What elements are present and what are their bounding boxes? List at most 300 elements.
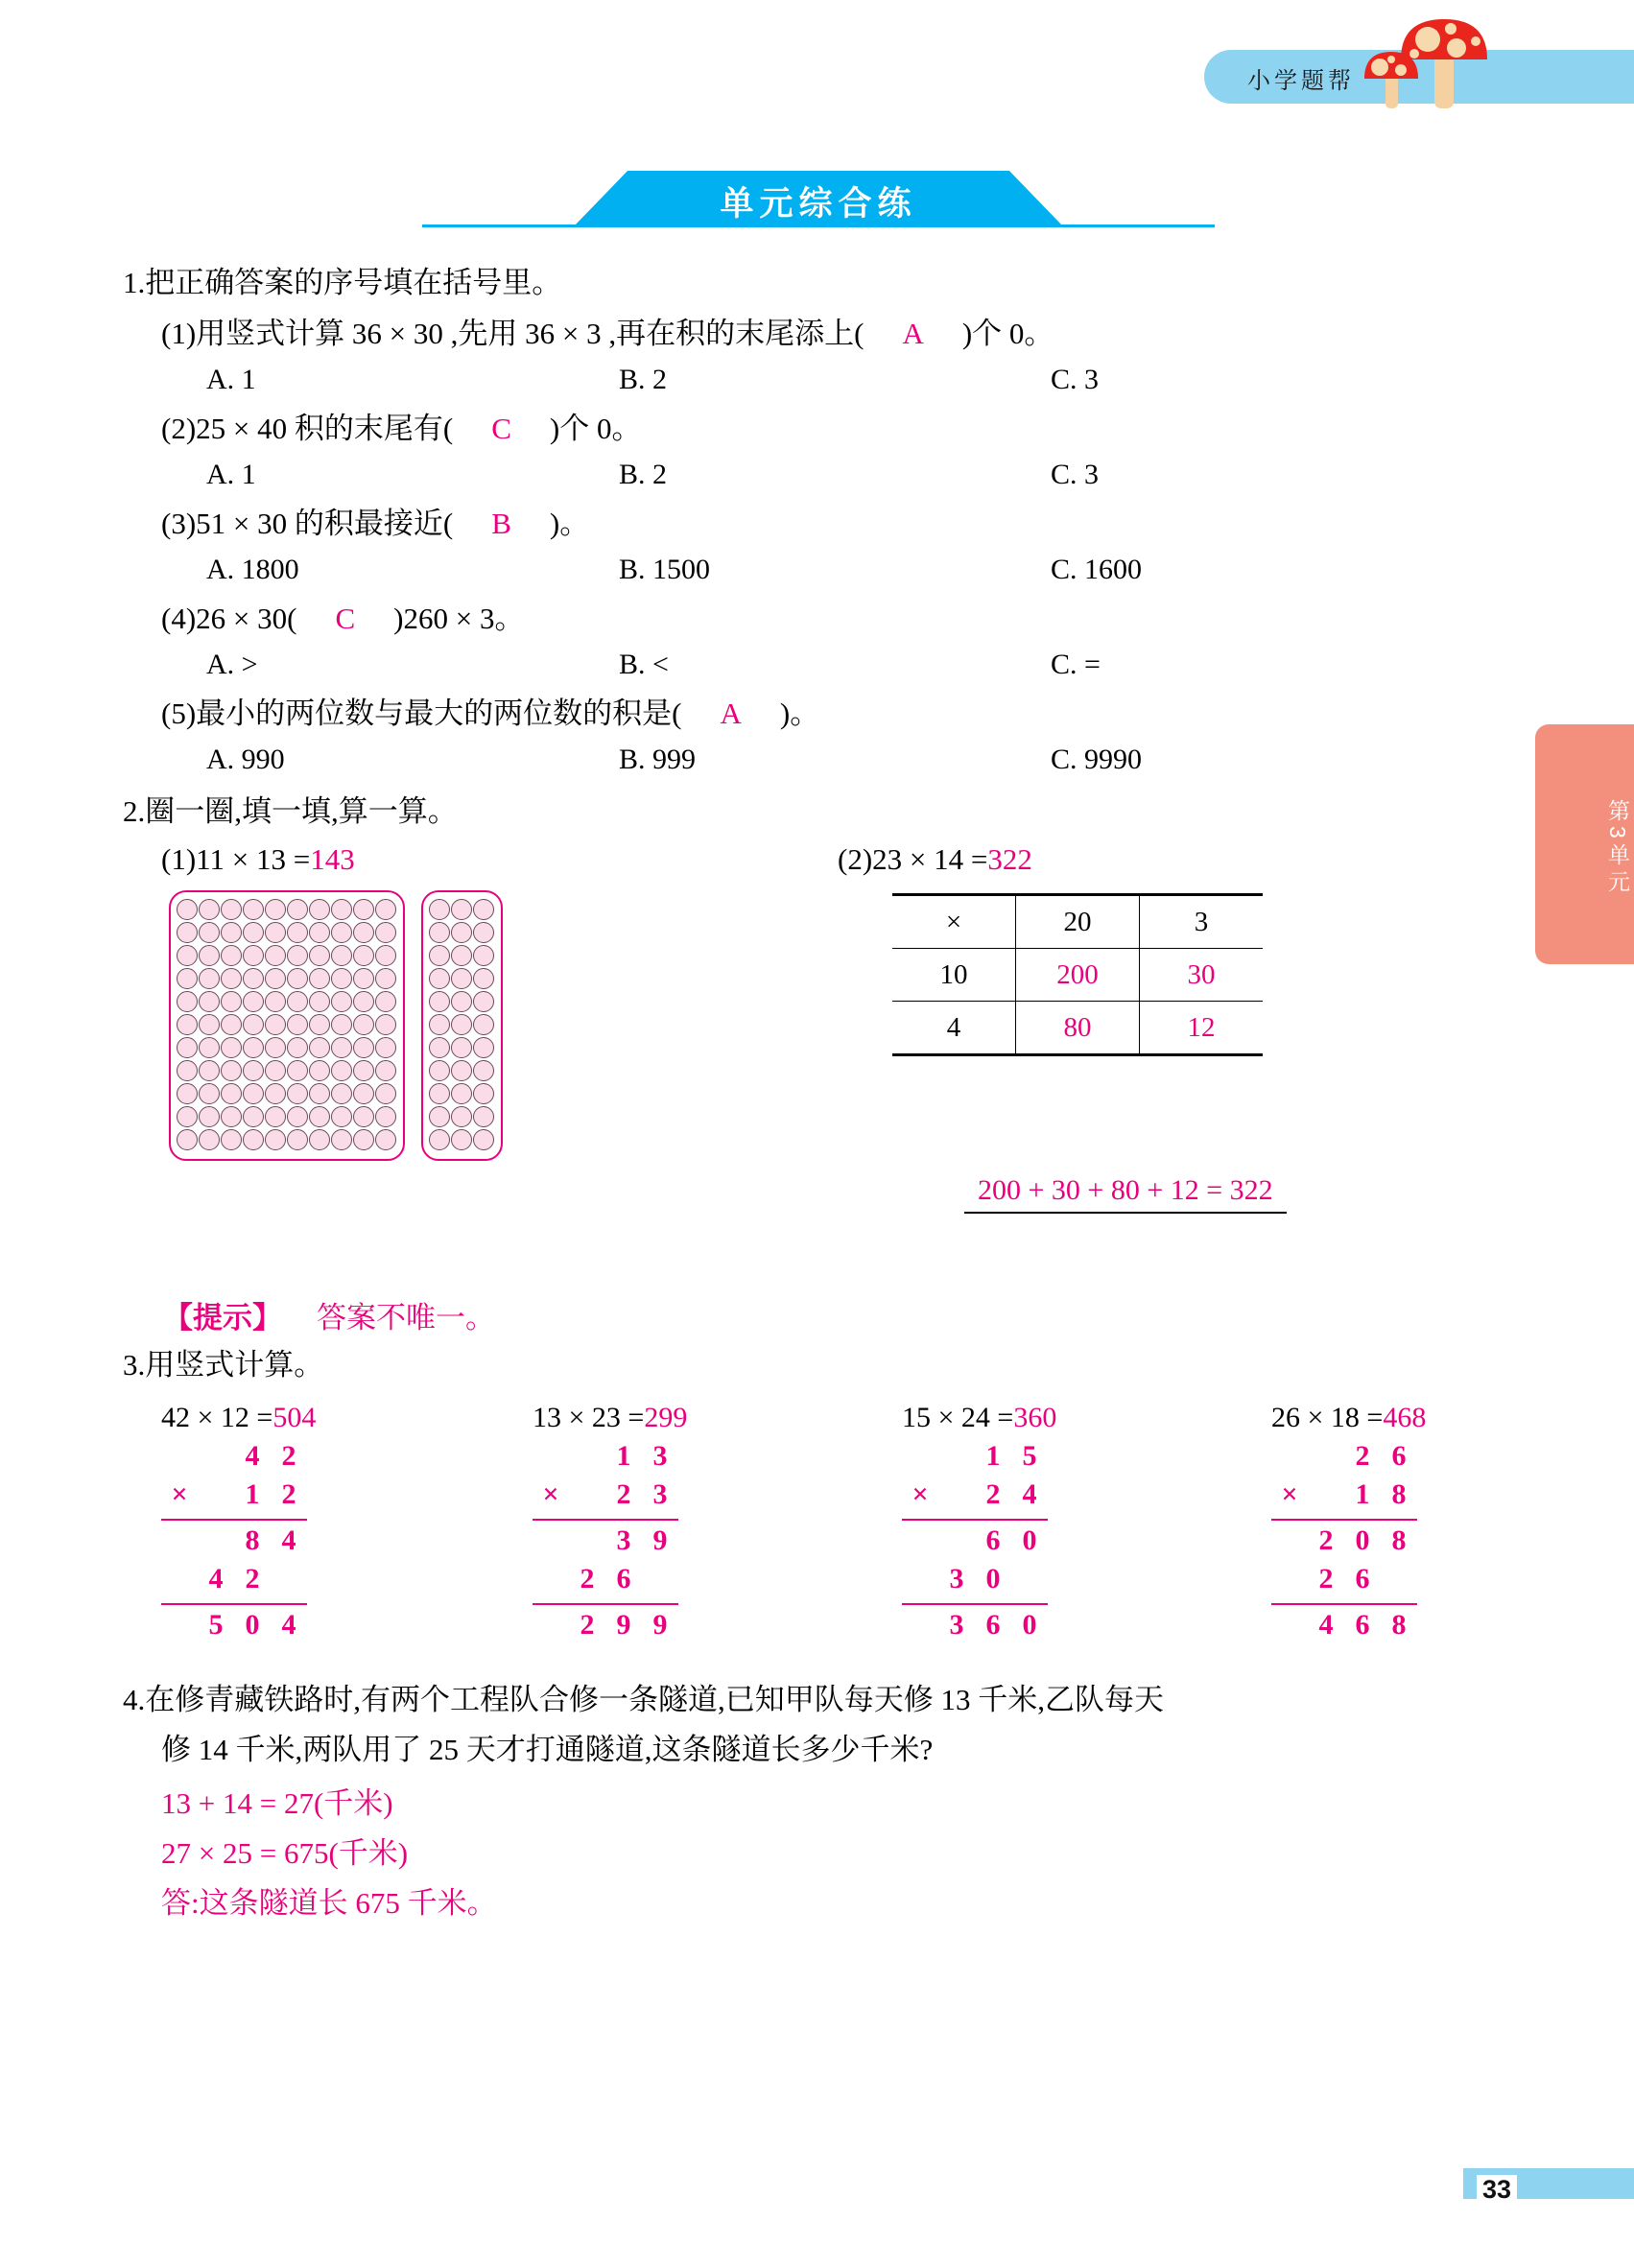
calc-digit[interactable]: 8	[1391, 1524, 1407, 1556]
q1-item-2-text-after: )个 0。	[549, 412, 642, 445]
calc-row-multiplier	[533, 1478, 678, 1517]
dot	[287, 1060, 308, 1081]
q1-item-5-choice-a[interactable]: A. 990	[206, 744, 285, 775]
dot-row	[429, 1037, 495, 1060]
q3-heading	[123, 1347, 323, 1384]
q4-solution-1[interactable]: 13 + 14 = 27(千米)	[161, 1786, 393, 1820]
dot	[331, 1083, 352, 1104]
dot	[375, 945, 396, 966]
calc-digit[interactable]: 2	[580, 1563, 595, 1595]
dot	[451, 1129, 472, 1150]
calc-digit[interactable]: 3	[949, 1563, 964, 1595]
dot	[199, 945, 220, 966]
calc-answer[interactable]: 468	[1383, 1402, 1427, 1433]
dot-row	[429, 922, 495, 945]
calc-digit[interactable]: 0	[1022, 1524, 1037, 1556]
calc-digit[interactable]: 9	[652, 1524, 668, 1556]
multiply-icon: ×	[542, 1478, 559, 1510]
dot	[353, 899, 374, 920]
dot-row	[429, 968, 495, 991]
calc-digit[interactable]: 3	[652, 1478, 668, 1510]
dot	[221, 945, 242, 966]
dot	[375, 1106, 396, 1127]
q1-item-1-choice-b[interactable]: B. 2	[619, 364, 668, 395]
dot	[287, 1037, 308, 1058]
q1-item-3-text-after: )。	[549, 507, 590, 540]
calc-digit[interactable]: 6	[985, 1609, 1001, 1641]
dot	[473, 1129, 494, 1150]
calc-digit[interactable]: 2	[985, 1478, 1001, 1510]
q1-item-2-text: 25 × 40 积的末尾有(	[196, 412, 454, 445]
dot	[309, 1037, 330, 1058]
dot	[199, 922, 220, 943]
dot	[199, 1129, 220, 1150]
dot	[473, 991, 494, 1012]
dot	[473, 1106, 494, 1127]
dot	[473, 968, 494, 989]
mt-row2-cell1[interactable]: 80	[1016, 1002, 1140, 1055]
dot	[473, 1037, 494, 1058]
dot	[199, 1106, 220, 1127]
dot	[451, 945, 472, 966]
dot	[177, 899, 198, 920]
q2-heading	[123, 793, 458, 831]
dot	[375, 922, 396, 943]
q1-item-1-choice-a[interactable]: A. 1	[206, 364, 256, 395]
q1-item-1-text-after: )个 0。	[961, 317, 1054, 350]
mt-row1-label: 10	[892, 949, 1016, 1002]
calc-answer[interactable]: 299	[644, 1402, 688, 1433]
calc-row-partial-2	[1271, 1563, 1417, 1601]
calc-equation	[161, 1402, 316, 1434]
q1-item-4-text-after: )260 × 3。	[393, 602, 525, 635]
vertical-calc-4	[1271, 1402, 1426, 1647]
q2-part2-label: (2)	[838, 842, 873, 876]
dot	[243, 945, 264, 966]
calc-digit[interactable]: 8	[1391, 1609, 1407, 1641]
dot	[309, 899, 330, 920]
q1-item-3	[161, 506, 589, 543]
q4-heading	[123, 1675, 1164, 1718]
q1-item-5-answer[interactable]: A	[720, 697, 742, 730]
calc-expr: 15 × 24 =	[902, 1402, 1014, 1433]
dot	[451, 1060, 472, 1081]
dot	[375, 991, 396, 1012]
q4-solution-2[interactable]: 27 × 25 = 675(千米)	[161, 1836, 409, 1870]
calc-digit[interactable]: 4	[1022, 1478, 1037, 1510]
vertical-calc-2	[533, 1402, 687, 1647]
q4-line2: 修 14 千米,两队用了 25 天才打通隧道,这条隧道长多少千米?	[161, 1733, 934, 1766]
dot	[429, 968, 450, 989]
dot-row	[429, 991, 495, 1014]
dot	[265, 1106, 286, 1127]
mt-header-op: ×	[892, 895, 1016, 949]
q2-part1-answer[interactable]: 143	[310, 842, 355, 876]
calc-digit[interactable]: 9	[652, 1609, 668, 1641]
q1-item-5-choice-c[interactable]: C. 9990	[1051, 744, 1143, 775]
dot	[265, 1129, 286, 1150]
dot-group-right	[421, 890, 503, 1161]
dot	[265, 1060, 286, 1081]
dot	[451, 1106, 472, 1127]
dot	[473, 945, 494, 966]
multiply-icon: ×	[171, 1478, 188, 1510]
calc-digit[interactable]: 2	[281, 1478, 296, 1510]
calc-row-partial-2	[533, 1563, 678, 1601]
dot	[375, 1129, 396, 1150]
dot	[243, 991, 264, 1012]
dot	[177, 991, 198, 1012]
q1-item-4-label: (4)	[161, 602, 197, 635]
q1-item-4-text: 26 × 30(	[196, 602, 297, 635]
q1-item-5	[161, 696, 819, 733]
dot	[309, 968, 330, 989]
q3-number: 3.	[123, 1348, 146, 1382]
dot	[429, 1014, 450, 1035]
dot	[375, 968, 396, 989]
dot	[375, 899, 396, 920]
dot	[375, 1014, 396, 1035]
calc-grid	[902, 1440, 1048, 1647]
dot	[177, 922, 198, 943]
hint-row	[163, 1293, 495, 1336]
dot	[265, 991, 286, 1012]
dot	[331, 1060, 352, 1081]
table-row	[892, 1002, 1263, 1055]
calc-expr: 42 × 12 =	[161, 1402, 273, 1433]
calc-row-partial-1	[161, 1524, 307, 1563]
dot	[309, 1083, 330, 1104]
calc-digit[interactable]: 2	[616, 1478, 631, 1510]
q3-prompt: 用竖式计算。	[145, 1348, 324, 1382]
calc-digit[interactable]: 2	[281, 1440, 296, 1472]
calc-row-partial-1	[902, 1524, 1048, 1563]
calc-digit[interactable]: 2	[1355, 1440, 1370, 1472]
calc-row-total	[902, 1609, 1048, 1647]
calc-digit[interactable]: 4	[245, 1440, 260, 1472]
calc-grid	[533, 1440, 678, 1647]
calc-digit[interactable]: 0	[1355, 1524, 1370, 1556]
q2-sum-expression[interactable]: 200 + 30 + 80 + 12 = 322	[964, 1174, 1287, 1214]
q2-prompt: 圈一圈,填一填,算一算。	[145, 794, 458, 828]
table-row-header	[892, 895, 1263, 949]
section-banner	[574, 171, 1063, 226]
calc-row-multiplier	[902, 1478, 1048, 1517]
dot	[331, 1037, 352, 1058]
q1-item-5-choice-b[interactable]: B. 999	[619, 744, 697, 775]
q4-number: 4.	[123, 1683, 146, 1716]
calc-digit[interactable]: 2	[1318, 1563, 1334, 1595]
calc-digit[interactable]: 6	[1355, 1609, 1370, 1641]
calc-digit[interactable]: 8	[1391, 1478, 1407, 1510]
calc-digit[interactable]: 9	[616, 1609, 631, 1641]
dot	[309, 922, 330, 943]
q2-part1-expr	[161, 841, 355, 879]
dot	[287, 991, 308, 1012]
calc-digit[interactable]: 1	[985, 1440, 1001, 1472]
dot	[429, 899, 450, 920]
q1-item-2-choice-a[interactable]: A. 1	[206, 459, 256, 490]
dot-group-left	[169, 890, 405, 1161]
dot	[429, 1060, 450, 1081]
dot	[287, 899, 308, 920]
calc-digit[interactable]: 0	[245, 1609, 260, 1641]
dot	[243, 1129, 264, 1150]
calc-grid	[161, 1440, 307, 1647]
dot	[243, 1037, 264, 1058]
q1-item-2-answer[interactable]: C	[491, 412, 511, 445]
q1-item-2	[161, 411, 641, 448]
dot	[473, 899, 494, 920]
dot-row	[429, 1106, 495, 1129]
dot	[243, 1014, 264, 1035]
dot	[287, 1106, 308, 1127]
mt-row1-cell1[interactable]: 200	[1016, 949, 1140, 1002]
dot	[331, 945, 352, 966]
dot	[243, 1106, 264, 1127]
dot-row	[429, 1083, 495, 1106]
calc-row-top	[1271, 1440, 1417, 1478]
dot	[375, 1037, 396, 1058]
dot	[287, 945, 308, 966]
dot	[177, 1106, 198, 1127]
calc-digit[interactable]: 4	[281, 1524, 296, 1556]
q1-item-2-choice-b[interactable]: B. 2	[619, 459, 668, 490]
dot	[199, 991, 220, 1012]
dot-row	[177, 1083, 397, 1106]
calc-row-partial-1	[533, 1524, 678, 1563]
dot	[177, 1129, 198, 1150]
dot-row	[429, 1060, 495, 1083]
dot-row	[177, 1037, 397, 1060]
q1-item-4-choice-c[interactable]: C. =	[1051, 649, 1101, 680]
dot	[221, 991, 242, 1012]
dot	[473, 1060, 494, 1081]
dot	[473, 1083, 494, 1104]
hint-text: 答案不唯一。	[317, 1301, 495, 1335]
dot	[451, 968, 472, 989]
q1-item-5-text-after: )。	[779, 697, 820, 730]
dot	[199, 1037, 220, 1058]
dot	[287, 922, 308, 943]
calc-digit[interactable]: 1	[1355, 1478, 1370, 1510]
calc-row-top	[902, 1440, 1048, 1478]
q1-heading	[123, 265, 561, 302]
dot-row	[429, 1014, 495, 1037]
dot	[221, 968, 242, 989]
dot	[309, 1106, 330, 1127]
dot	[353, 1037, 374, 1058]
dot	[243, 968, 264, 989]
calc-expr: 26 × 18 =	[1271, 1402, 1384, 1433]
vertical-calc-3	[902, 1402, 1056, 1647]
q1-item-1-label: (1)	[161, 317, 197, 350]
q2-number: 2.	[123, 794, 146, 828]
calc-digit[interactable]: 6	[1355, 1563, 1370, 1595]
dot	[429, 945, 450, 966]
vertical-calc-1	[161, 1402, 316, 1647]
calc-rule	[1271, 1603, 1417, 1605]
dot	[451, 922, 472, 943]
dot	[221, 1083, 242, 1104]
dot	[243, 922, 264, 943]
calc-row-partial-1	[1271, 1524, 1417, 1563]
dot	[353, 922, 374, 943]
calc-rule	[902, 1519, 1048, 1521]
dot	[353, 1060, 374, 1081]
dot	[177, 945, 198, 966]
banner-underline	[422, 224, 1215, 227]
dot	[265, 968, 286, 989]
q4-line1: 在修青藏铁路时,有两个工程队合修一条隧道,已知甲队每天修 13 千米,乙队每天	[145, 1683, 1164, 1716]
mt-header-20: 20	[1016, 895, 1140, 949]
calc-digit[interactable]: 6	[985, 1524, 1001, 1556]
calc-digit[interactable]: 1	[616, 1440, 631, 1472]
q1-item-5-text: 最小的两位数与最大的两位数的积是(	[196, 697, 682, 730]
calc-digit[interactable]: 1	[245, 1478, 260, 1510]
dot	[375, 1060, 396, 1081]
calc-rule	[1271, 1519, 1417, 1521]
dot	[243, 899, 264, 920]
calc-rule	[533, 1603, 678, 1605]
dot	[265, 945, 286, 966]
dot	[473, 1014, 494, 1035]
calc-row-multiplier	[161, 1478, 307, 1517]
page-number: 33	[1477, 2175, 1517, 2205]
dot	[375, 1083, 396, 1104]
table-row	[892, 949, 1263, 1002]
dot-row	[177, 1106, 397, 1129]
calc-rule	[902, 1603, 1048, 1605]
calc-digit[interactable]: 2	[245, 1563, 260, 1595]
calc-digit[interactable]: 0	[1022, 1609, 1037, 1641]
calc-rule	[161, 1603, 307, 1605]
calc-digit[interactable]: 0	[985, 1563, 1001, 1595]
dot	[331, 1129, 352, 1150]
dot	[451, 1014, 472, 1035]
q1-item-4-answer[interactable]: C	[335, 602, 356, 635]
dot-row	[429, 945, 495, 968]
dot	[221, 1060, 242, 1081]
calc-answer[interactable]: 360	[1013, 1402, 1057, 1433]
q1-item-1-choice-c[interactable]: C. 3	[1051, 364, 1100, 395]
q2-part1-label: (1)	[161, 842, 197, 876]
q1-item-2-choice-c[interactable]: C. 3	[1051, 459, 1100, 490]
q1-item-3-choice-b[interactable]: B. 1500	[619, 554, 711, 585]
dot-row	[177, 991, 397, 1014]
q1-item-3-answer[interactable]: B	[491, 507, 511, 540]
calc-digit[interactable]: 6	[1391, 1440, 1407, 1472]
dot	[309, 945, 330, 966]
dot	[353, 968, 374, 989]
mt-row2-cell2[interactable]: 12	[1140, 1002, 1264, 1055]
q1-item-3-choice-c[interactable]: C. 1600	[1051, 554, 1143, 585]
calc-digit[interactable]: 2	[1318, 1524, 1334, 1556]
calc-digit[interactable]: 3	[616, 1524, 631, 1556]
q1-item-3-text: 51 × 30 的积最接近(	[196, 507, 454, 540]
dot-row	[429, 899, 495, 922]
calc-equation	[1271, 1402, 1426, 1434]
dot	[177, 968, 198, 989]
dot	[309, 1060, 330, 1081]
calc-digit[interactable]: 3	[652, 1440, 668, 1472]
calc-digit[interactable]: 5	[208, 1609, 224, 1641]
dot-row	[177, 1129, 397, 1152]
dot	[243, 1060, 264, 1081]
banner-title: 单元综合练	[720, 185, 917, 223]
dot	[309, 991, 330, 1012]
dot	[353, 945, 374, 966]
dot	[265, 1083, 286, 1104]
dot	[243, 1083, 264, 1104]
dot-row	[177, 945, 397, 968]
dot	[221, 1129, 242, 1150]
dot	[429, 1106, 450, 1127]
dot	[331, 922, 352, 943]
calc-digit[interactable]: 4	[1318, 1609, 1334, 1641]
dot	[221, 899, 242, 920]
dot	[473, 922, 494, 943]
mushroom-icon	[1334, 17, 1516, 108]
dot	[199, 1060, 220, 1081]
q2-part2-expr	[838, 841, 1032, 879]
mt-row1-cell2[interactable]: 30	[1140, 949, 1264, 1002]
mt-row2-label: 4	[892, 1002, 1016, 1055]
q1-prompt: 把正确答案的序号填在括号里。	[145, 266, 562, 299]
dot	[265, 899, 286, 920]
dot	[177, 1014, 198, 1035]
dot	[331, 1014, 352, 1035]
calc-row-partial-2	[902, 1563, 1048, 1601]
q1-item-4-choice-a[interactable]: A. >	[206, 649, 258, 680]
dot	[287, 1129, 308, 1150]
dot	[353, 1083, 374, 1104]
calc-digit[interactable]: 6	[616, 1563, 631, 1595]
dot	[429, 1037, 450, 1058]
q1-item-3-choice-a[interactable]: A. 1800	[206, 554, 299, 585]
calc-digit[interactable]: 4	[281, 1609, 296, 1641]
q1-item-4-choice-b[interactable]: B. <	[619, 649, 669, 680]
calc-digit[interactable]: 3	[949, 1609, 964, 1641]
dot	[429, 1129, 450, 1150]
calc-digit[interactable]: 8	[245, 1524, 260, 1556]
dot-row	[177, 968, 397, 991]
unit-side-tab-label: 第3单元	[1605, 799, 1630, 897]
dot	[331, 1106, 352, 1127]
dot	[451, 1083, 472, 1104]
calc-row-total	[1271, 1609, 1417, 1647]
dot	[309, 1014, 330, 1035]
calc-digit[interactable]: 4	[208, 1563, 224, 1595]
dot	[429, 1083, 450, 1104]
dot-row	[177, 1014, 397, 1037]
q4-solution-3[interactable]: 答:这条隧道长 675 千米。	[161, 1886, 497, 1920]
dot	[265, 922, 286, 943]
dot	[429, 922, 450, 943]
dot	[353, 1129, 374, 1150]
calc-digit[interactable]: 5	[1022, 1440, 1037, 1472]
calc-rule	[533, 1519, 678, 1521]
dot	[331, 899, 352, 920]
dot	[451, 991, 472, 1012]
dot	[265, 1014, 286, 1035]
q2-part2-answer[interactable]: 322	[987, 842, 1032, 876]
q1-number: 1.	[123, 266, 146, 299]
q1-item-1-answer[interactable]: A	[902, 317, 924, 350]
calc-digit[interactable]: 2	[580, 1609, 595, 1641]
calc-answer[interactable]: 504	[272, 1402, 317, 1433]
dot	[309, 1129, 330, 1150]
